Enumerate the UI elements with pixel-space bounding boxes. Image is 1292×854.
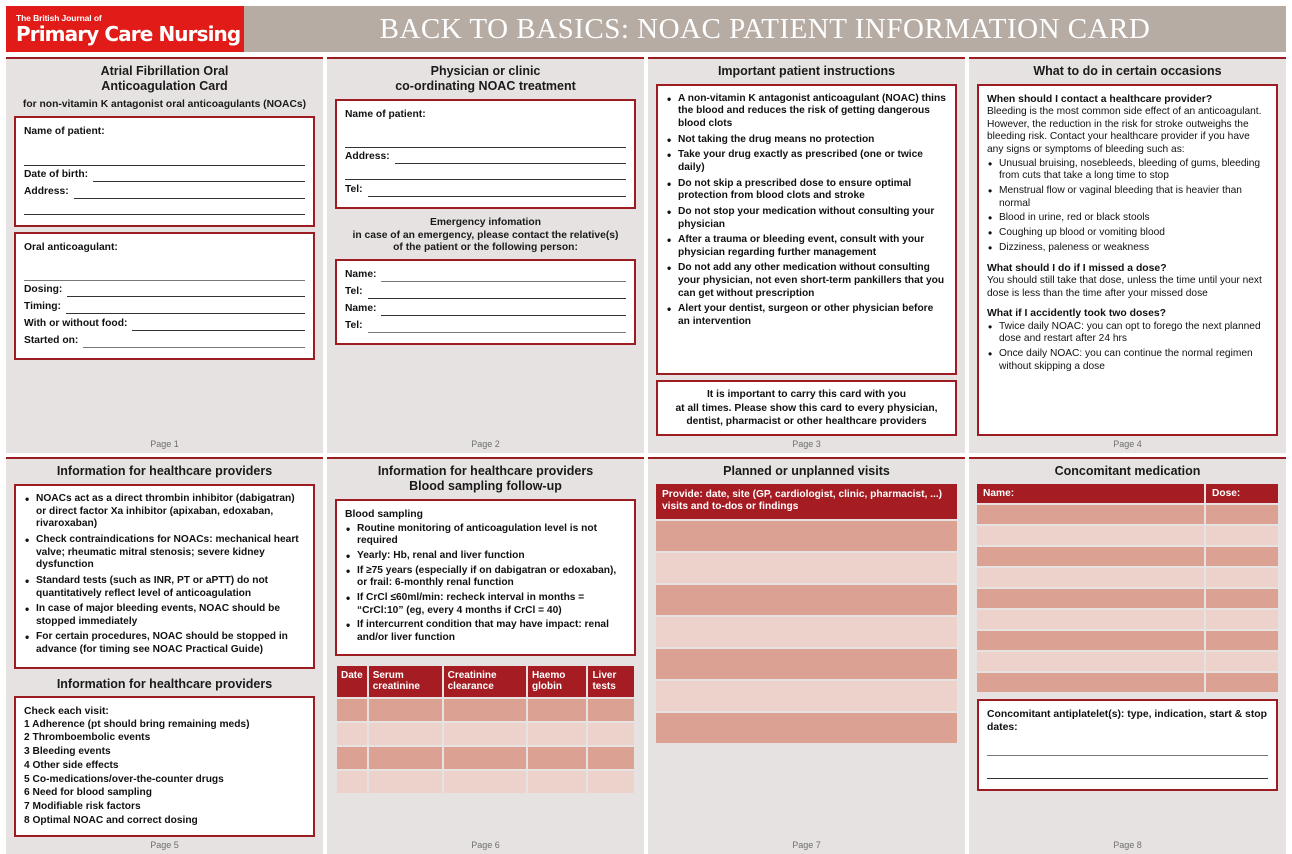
journal-logo [6, 6, 244, 52]
column-header-serum-creatinine: Serum creatinine [369, 666, 442, 697]
table-cell[interactable] [1206, 547, 1278, 566]
check-each-visit-heading: Check each visit: [24, 705, 109, 717]
table-cell[interactable] [369, 771, 442, 793]
column-header-date: Date [337, 666, 367, 697]
dosing-field[interactable] [24, 283, 305, 297]
table-row[interactable] [977, 652, 1278, 671]
list-item: • Take your drug exactly as prescribed (one or twice daily) [666, 149, 947, 174]
callout-line-3: dentist, pharmacist or other healthcare providers [686, 415, 927, 427]
table-cell[interactable] [588, 699, 634, 721]
patient-address-field[interactable] [24, 185, 305, 199]
list-item: • Blood in urine, red or black stools [987, 212, 1268, 225]
patient-dob-label: Date of birth: [24, 168, 89, 180]
list-item: 2 Thromboembolic events [24, 732, 151, 744]
table-row[interactable] [977, 589, 1278, 608]
list-item: • Alert your dentist, surgeon or other physician before an intervention [666, 303, 947, 328]
antiplatelet-field-1[interactable] [987, 734, 1268, 756]
emergency-tel-1-field[interactable] [345, 285, 626, 299]
emergency-tel-2-rule[interactable] [368, 320, 626, 333]
clinic-name-rule[interactable] [345, 135, 626, 148]
list-item: • For certain procedures, NOAC should be stopped in advance (for timing see NOAC Practical Guide) [24, 631, 305, 656]
table-cell[interactable] [977, 505, 1204, 524]
table-row[interactable] [337, 747, 634, 769]
clinic-tel-label: Tel: [345, 184, 363, 196]
panel-page-2 [327, 57, 644, 453]
page5-title-2: Information for healthcare providers [56, 676, 273, 691]
emergency-name-1-label: Name: [345, 269, 377, 281]
certain-occasions-box [977, 84, 1278, 437]
timing-rule[interactable] [66, 301, 305, 314]
patient-dob-rule[interactable] [93, 169, 305, 182]
table-cell[interactable] [444, 771, 526, 793]
list-item: • After a trauma or bleeding event, consult with your physician regarding further management [666, 234, 947, 259]
page5-body [14, 484, 315, 837]
list-item: • Routine monitoring of anticoagulation level is not required [345, 523, 626, 548]
table-cell[interactable] [977, 652, 1204, 671]
oral-anticoagulant-label: Oral anticoagulant: [24, 241, 118, 253]
clinic-tel-rule[interactable] [368, 184, 626, 197]
page4-title: What to do in certain occasions [1033, 64, 1222, 78]
column-header-name: Name: [977, 484, 1204, 503]
list-item: • Twice daily NOAC: you can opt to forego the next planned dose and restart after 24 hrs [987, 321, 1268, 346]
table-cell[interactable] [528, 771, 586, 793]
blood-sampling-list [345, 523, 626, 645]
list-item: • In case of major bleeding events, NOAC should be stopped immediately [24, 603, 305, 628]
table-cell[interactable] [1206, 673, 1278, 692]
emergency-tel-1-label: Tel: [345, 286, 363, 298]
table-cell[interactable] [977, 631, 1204, 650]
table-cell[interactable] [337, 747, 367, 769]
table-cell[interactable] [337, 723, 367, 745]
antiplatelet-rule-2[interactable] [987, 759, 1268, 779]
emergency-heading-line-1: Emergency infomation [430, 217, 541, 229]
page6-title-line-1: Information for healthcare providers [377, 464, 594, 479]
list-item: • If ≥75 years (especially if on dabigatran or edoxaban), or frail: 6-monthly renal function [345, 565, 626, 590]
dosing-label: Dosing: [24, 284, 63, 296]
emergency-name-2-field[interactable] [345, 302, 626, 316]
table-header-row [337, 666, 634, 697]
logo-line-1: The British Journal of [16, 12, 102, 23]
list-item: • Do not skip a prescribed dose to ensure optimal protection from blood clots and stroke [666, 178, 947, 203]
header-title-bar [244, 6, 1286, 52]
table-cell[interactable] [444, 747, 526, 769]
oral-anticoagulant-rule[interactable] [24, 268, 305, 281]
patient-instructions-box [656, 84, 957, 375]
table-row[interactable] [656, 681, 957, 711]
table-cell[interactable] [588, 747, 634, 769]
patient-name-label: Name of patient: [24, 125, 105, 137]
table-cell[interactable] [1206, 652, 1278, 671]
antiplatelet-field-2[interactable] [987, 759, 1268, 779]
visits-header-line-1: Provide: date, site (GP, cardiologist, clinic, pharmacist, ...) [662, 489, 943, 501]
card-grid [6, 57, 1286, 854]
emergency-heading [335, 217, 636, 254]
table-cell[interactable] [444, 723, 526, 745]
patient-name-rule[interactable] [24, 153, 305, 166]
table-cell[interactable] [444, 699, 526, 721]
callout-line-2: at all times. Please show this card to every physician, [675, 402, 938, 414]
callout-line-1: It is important to carry this card with you [706, 389, 907, 401]
table-row[interactable] [656, 713, 957, 743]
emergency-tel-2-label: Tel: [345, 319, 363, 331]
emergency-tel-1-rule[interactable] [368, 286, 626, 299]
anticoagulant-details-box [14, 232, 315, 360]
bleeding-signs-list [987, 158, 1268, 254]
table-cell[interactable] [337, 771, 367, 793]
panel-page-6 [327, 457, 644, 853]
list-item: 3 Bleeding events [24, 746, 111, 758]
patient-name-field[interactable] [24, 125, 305, 166]
table-cell[interactable] [337, 699, 367, 721]
question-2-heading: What should I do if I missed a dose? [987, 263, 1167, 275]
patient-address-field-2[interactable] [24, 202, 305, 215]
emergency-name-2-rule[interactable] [381, 303, 626, 316]
table-cell[interactable] [369, 723, 442, 745]
table-row[interactable] [656, 521, 957, 551]
antiplatelet-box [977, 699, 1278, 791]
list-item: • Unusual bruising, nosebleeds, bleeding of gums, bleeding from cuts that take a long time to stop [987, 158, 1268, 183]
page8-label: Page 8 [1113, 839, 1142, 850]
page4-label: Page 4 [1113, 439, 1142, 450]
list-item: • If intercurrent condition that may have impact: renal and/or liver function [345, 619, 626, 644]
table-row[interactable] [656, 585, 957, 615]
page2-title-line-2: co-ordinating NOAC treatment [395, 78, 576, 93]
food-label: With or without food: [24, 318, 128, 330]
page7-label: Page 7 [792, 839, 821, 850]
started-on-label: Started on: [24, 335, 79, 347]
question-1-heading: When should I contact a healthcare provider? [987, 93, 1213, 105]
visits-header-line-2: visits and to-dos or findings [662, 501, 799, 513]
clinic-details-box [335, 99, 636, 210]
table-cell[interactable] [977, 673, 1204, 692]
list-item: • Once daily NOAC: you can continue the normal regimen without skipping a dose [987, 348, 1268, 373]
clinic-name-field[interactable] [345, 108, 626, 149]
page3-body [656, 84, 957, 437]
list-item: 5 Co-medications/over-the-counter drugs [24, 773, 224, 785]
blood-results-table[interactable] [335, 664, 636, 795]
panel-page-3 [648, 57, 965, 453]
list-item: • Do not stop your medication without consulting your physician [666, 206, 947, 231]
patient-details-box [14, 116, 315, 227]
column-header-haemoglobin: Haemo globin [528, 666, 586, 697]
concomitant-medication-table[interactable] [977, 484, 1278, 692]
table-header-row [977, 484, 1278, 503]
table-row[interactable] [337, 723, 634, 745]
list-item: • Not taking the drug means no protection [666, 134, 947, 147]
page6-label: Page 6 [471, 839, 500, 850]
patient-address-rule-1[interactable] [74, 186, 305, 199]
double-dose-list [987, 321, 1268, 374]
page5-title: Information for healthcare providers [56, 464, 273, 479]
list-item: 6 Need for blood sampling [24, 787, 152, 799]
page5-label: Page 5 [150, 839, 179, 850]
table-row[interactable] [977, 526, 1278, 545]
patient-instructions-list [666, 93, 947, 329]
panel-page-4 [969, 57, 1286, 453]
table-cell[interactable] [977, 547, 1204, 566]
emergency-heading-line-3: of the patient or the following person: [393, 241, 578, 253]
page1-subtitle: for non-vitamin K antagonist oral anticoagulants (NOACs) [22, 98, 307, 110]
panel-page-8 [969, 457, 1286, 853]
list-item: • Coughing up blood or vomiting blood [987, 227, 1268, 240]
table-row[interactable] [656, 617, 957, 647]
clinic-address-label: Address: [345, 151, 390, 163]
table-cell[interactable] [977, 589, 1204, 608]
column-header-liver-tests: Liver tests [588, 666, 634, 697]
page2-body [335, 99, 636, 437]
clinic-name-label: Name of patient: [345, 108, 426, 120]
page2-label: Page 2 [471, 439, 500, 450]
table-row[interactable] [337, 699, 634, 721]
panel-page-5 [6, 457, 323, 853]
list-item: • Standard tests (such as INR, PT or aPTT) do not quantitatively reflect level of anticoagulation [24, 575, 305, 600]
antiplatelet-rule-1[interactable] [987, 734, 1268, 756]
page3-label: Page 3 [792, 439, 821, 450]
question-1-body: Bleeding is the most common side effect of an anticoagulant. However, the reduction in the risk for stroke outweighs the bleeding risk. Contact your healthcare provider if you have any signs or symptoms of bleeding such as: [987, 105, 1262, 155]
table-cell[interactable] [1206, 631, 1278, 650]
list-item: 8 Optimal NOAC and correct dosing [24, 814, 198, 826]
table-row[interactable] [656, 553, 957, 583]
question-2-body: You should still take that dose, unless the time until your next dose is less than the time after your missed dose [987, 275, 1262, 299]
started-on-field[interactable] [24, 334, 305, 348]
table-cell[interactable] [1206, 589, 1278, 608]
list-item: • Dizziness, paleness or weakness [987, 242, 1268, 255]
table-cell[interactable] [1206, 568, 1278, 587]
list-item: • Yearly: Hb, renal and liver function [345, 550, 626, 563]
list-item: • A non-vitamin K antagonist anticoagulant (NOAC) thins the blood and reduces the risk of getting dangerous blood clots [666, 93, 947, 131]
check-each-visit-list [24, 718, 305, 828]
page-title: BACK TO BASICS: NOAC PATIENT INFORMATION CARD [379, 12, 1151, 45]
visits-table-header [656, 484, 957, 518]
page7-body [656, 484, 957, 837]
blood-sampling-heading: Blood sampling [345, 508, 423, 520]
table-cell[interactable] [977, 610, 1204, 629]
table-cell[interactable] [588, 771, 634, 793]
column-header-dose: Dose: [1206, 484, 1278, 503]
patient-dob-field[interactable] [24, 168, 305, 182]
list-item: • If CrCl ≤60ml/min: recheck interval in months = “CrCl:10” (eg, every 4 months if CrCl = 40) [345, 592, 626, 617]
page1-body [14, 116, 315, 436]
emergency-tel-2-field[interactable] [345, 319, 626, 333]
table-row[interactable] [656, 649, 957, 679]
check-each-visit-box [14, 696, 315, 837]
table-cell[interactable] [1206, 526, 1278, 545]
emergency-name-1-rule[interactable] [381, 269, 626, 282]
page8-body [977, 484, 1278, 837]
provider-info-box [14, 484, 315, 669]
emergency-contacts-box [335, 259, 636, 345]
antiplatelet-line-2: dates: [987, 722, 1018, 734]
list-item: • Check contraindications for NOACs: mechanical heart valve; rheumatic mitral stenosis; severe kidney dysfunction [24, 534, 305, 572]
list-item: 1 Adherence (pt should bring remaining meds) [24, 718, 250, 730]
table-cell[interactable] [369, 699, 442, 721]
list-item: 7 Modifiable risk factors [24, 801, 141, 813]
table-row[interactable] [977, 547, 1278, 566]
emergency-name-2-label: Name: [345, 302, 377, 314]
food-rule[interactable] [132, 318, 305, 331]
clinic-address-field-2[interactable] [345, 167, 626, 180]
antiplatelet-label [987, 708, 1268, 734]
page1-title-line-2: Anticoagulation Card [101, 78, 228, 93]
list-item: 4 Other side effects [24, 759, 119, 771]
emergency-name-1-field[interactable] [345, 268, 626, 282]
patient-address-rule-2[interactable] [24, 202, 305, 215]
column-header-creatinine-clearance: Creatinine clearance [444, 666, 526, 697]
page6-body [335, 499, 636, 837]
antiplatelet-line-1: Concomitant antiplatelet(s): type, indication, start & stop [987, 709, 1267, 721]
table-cell[interactable] [369, 747, 442, 769]
panel-page-1 [6, 57, 323, 453]
blood-results-table-wrap [335, 664, 636, 795]
table-cell[interactable] [528, 723, 586, 745]
table-row[interactable] [337, 771, 634, 793]
blood-sampling-box [335, 499, 636, 656]
table-cell[interactable] [1206, 610, 1278, 629]
started-on-rule[interactable] [83, 335, 305, 348]
logo-line-2: Primary Care Nursing [16, 22, 241, 47]
page1-title-line-1: Atrial Fibrillation Oral [100, 64, 229, 78]
page2-title [335, 64, 636, 94]
table-cell[interactable] [1206, 505, 1278, 524]
emergency-heading-line-2: in case of an emergency, please contact the relative(s) [352, 229, 619, 241]
timing-label: Timing: [24, 301, 61, 313]
page6-title-line-2: Blood sampling follow-up [409, 479, 562, 494]
list-item: • Do not add any other medication without consulting your physician, not even short-term pankillers that you can get without prescription [666, 262, 947, 300]
food-field[interactable] [24, 317, 305, 331]
provider-info-list [24, 493, 305, 657]
page3-title: Important patient instructions [717, 64, 896, 78]
page4-body [977, 84, 1278, 437]
timing-field[interactable] [24, 300, 305, 314]
panel-page-7 [648, 457, 965, 853]
oral-anticoagulant-field[interactable] [24, 241, 305, 282]
table-row[interactable] [977, 505, 1278, 524]
clinic-tel-field[interactable] [345, 183, 626, 197]
masthead [6, 6, 1286, 52]
table-cell[interactable] [977, 526, 1204, 545]
clinic-address-rule-2[interactable] [345, 167, 626, 180]
page8-title: Concomitant medication [1054, 464, 1201, 479]
patient-address-label: Address: [24, 185, 69, 197]
table-cell[interactable] [977, 568, 1204, 587]
list-item: • Menstrual flow or vaginal bleeding that is heavier than normal [987, 185, 1268, 210]
table-row[interactable] [977, 673, 1278, 692]
clinic-address-field[interactable] [345, 150, 626, 164]
list-item: • NOACs act as a direct thrombin inhibitor (dabigatran) or direct factor Xa inhibitor (apixaban, edoxaban, rivaroxaban) [24, 493, 305, 531]
page1-label: Page 1 [150, 439, 179, 450]
question-3-heading: What if I accidently took two doses? [987, 307, 1166, 319]
carry-card-callout [656, 380, 957, 436]
table-cell[interactable] [528, 747, 586, 769]
dosing-rule[interactable] [67, 284, 305, 297]
page1-title [14, 64, 315, 94]
clinic-address-rule-1[interactable] [395, 151, 626, 164]
table-cell[interactable] [528, 699, 586, 721]
table-cell[interactable] [588, 723, 634, 745]
table-row[interactable] [977, 568, 1278, 587]
table-row[interactable] [977, 610, 1278, 629]
page6-title [335, 464, 636, 494]
page7-title: Planned or unplanned visits [723, 464, 890, 479]
page2-title-line-1: Physician or clinic [430, 64, 541, 78]
table-row[interactable] [977, 631, 1278, 650]
